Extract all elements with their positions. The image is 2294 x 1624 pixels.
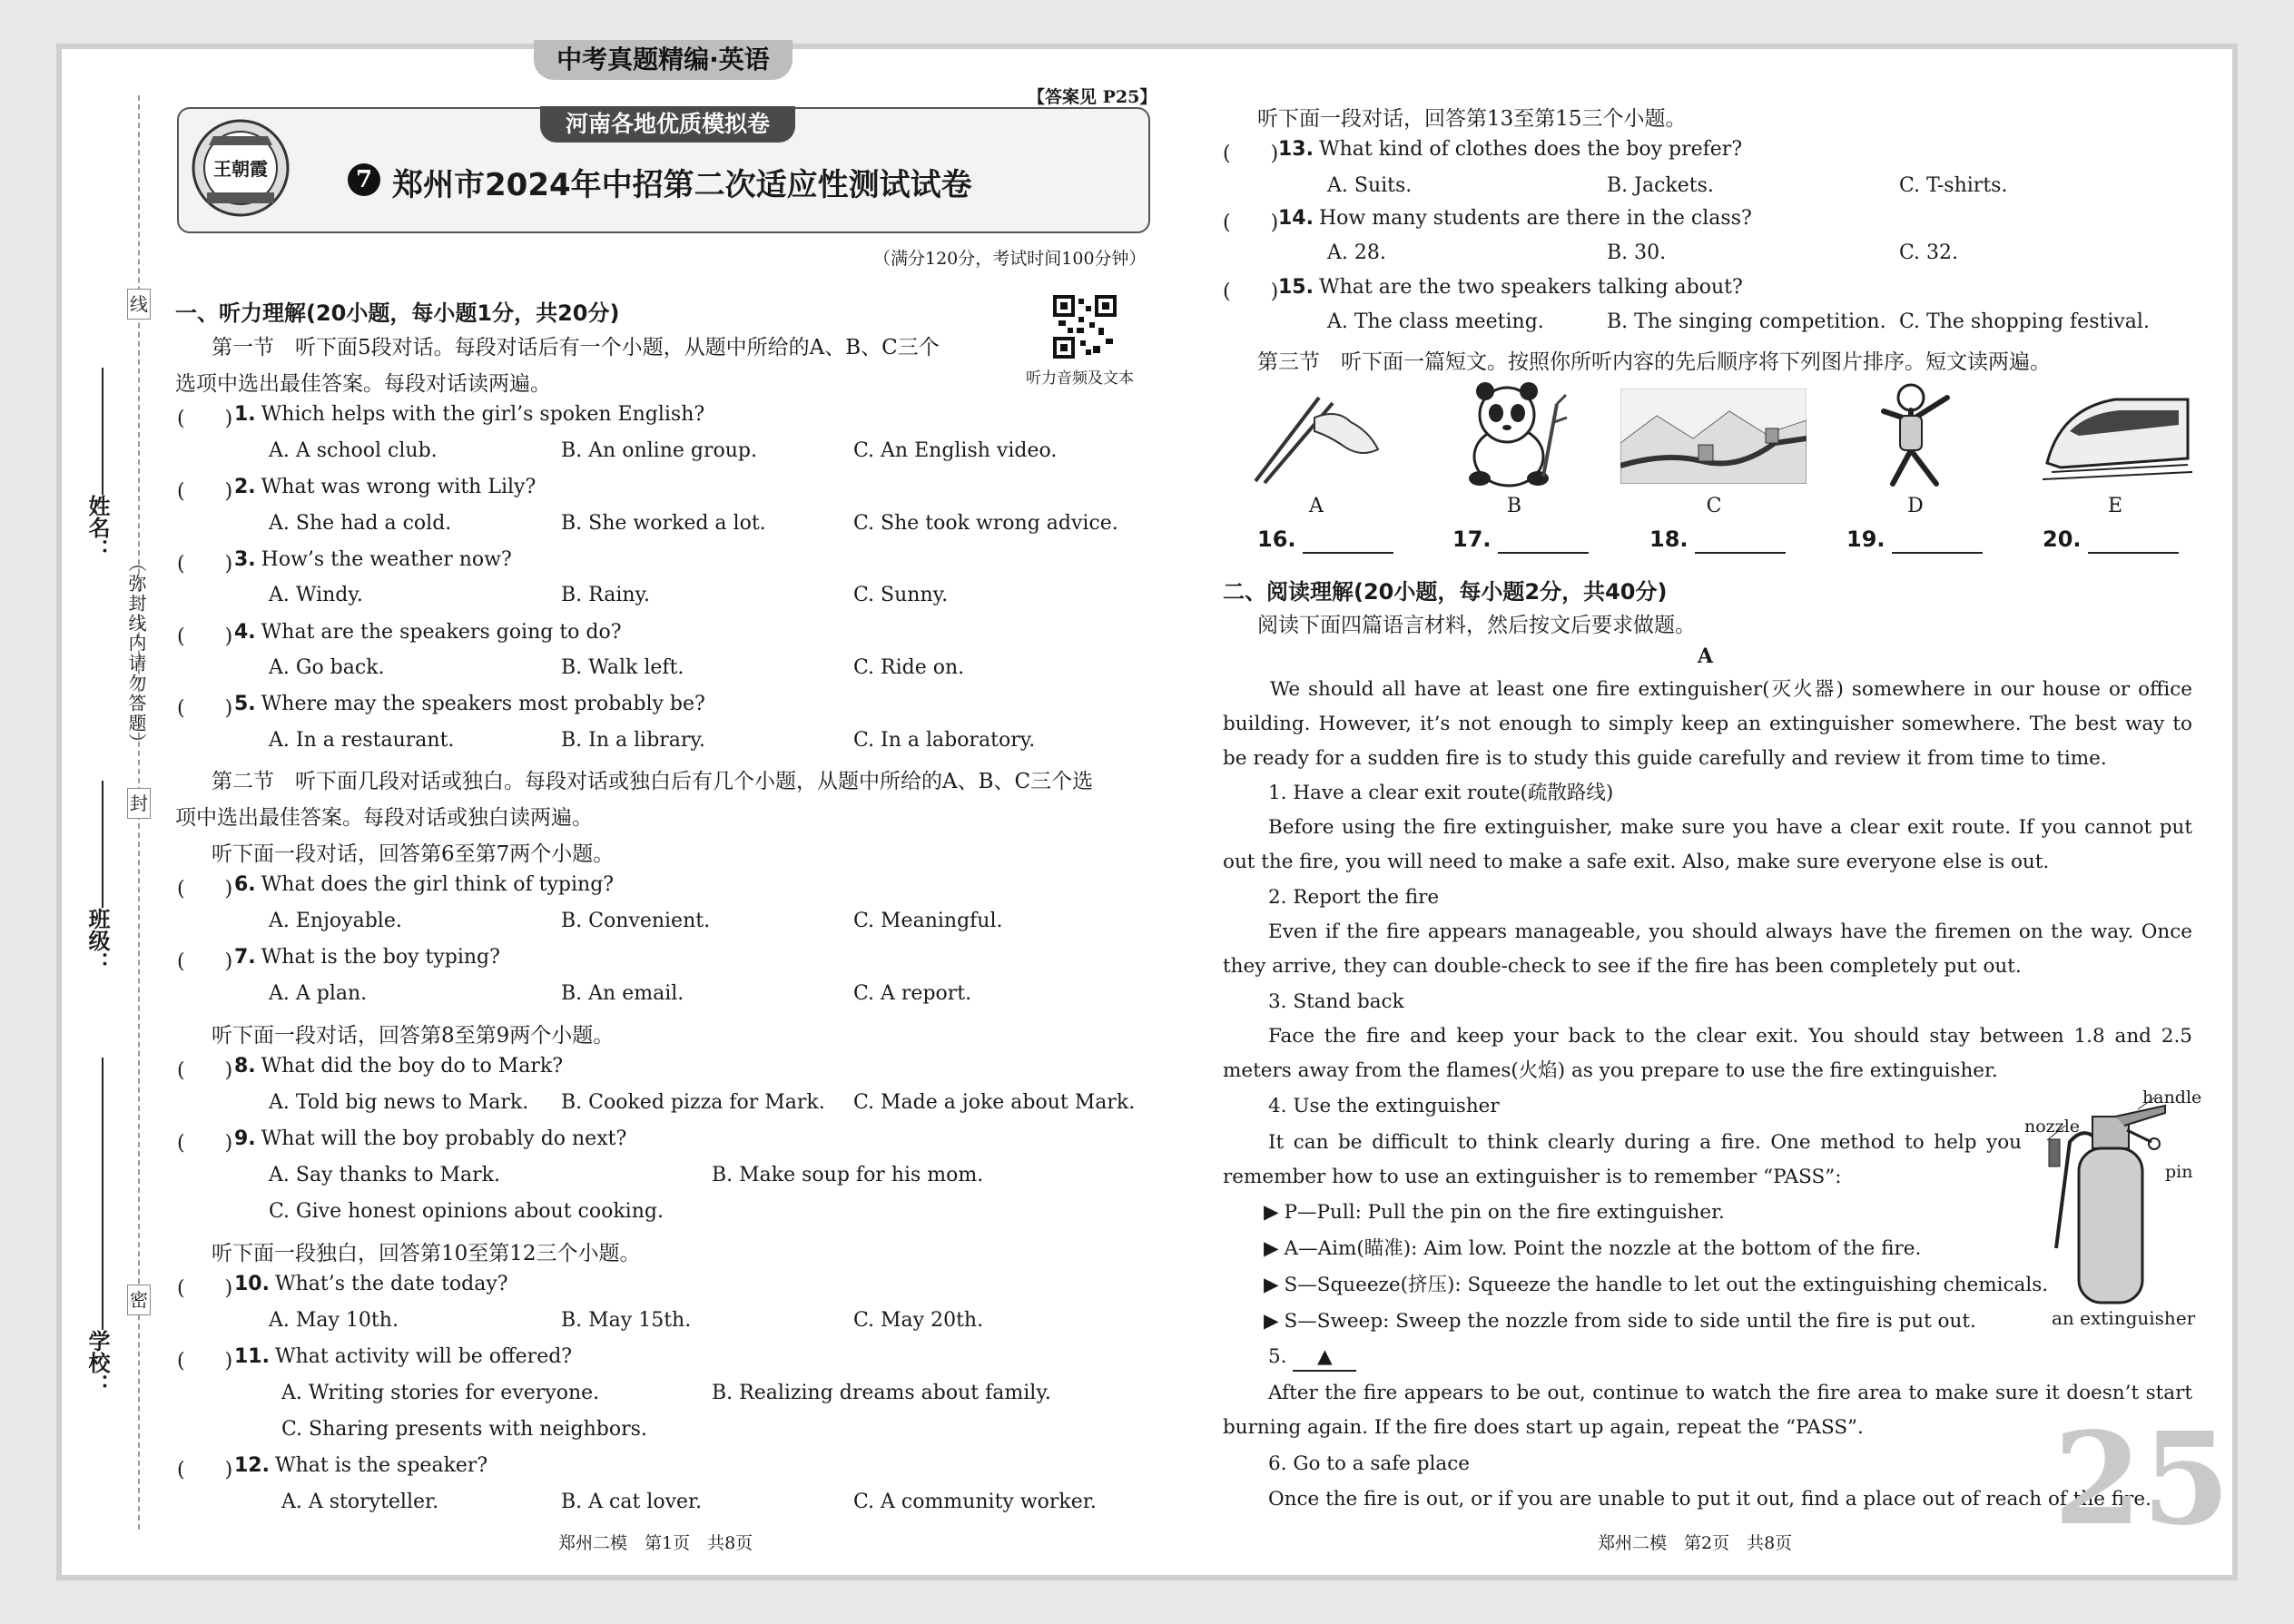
option-a[interactable]: A. Suits. (1327, 174, 1413, 197)
question-text: How’s the weather now? (261, 548, 512, 571)
option-b[interactable]: B. Cooked pizza for Mark. (561, 1091, 825, 1114)
question-text: What was wrong with Lily? (261, 476, 537, 498)
exam-meta: （满分120分，考试时间100分钟） (873, 249, 1147, 269)
picture-c (1620, 389, 1807, 484)
question-number: 15. (1278, 276, 1314, 299)
part2-intro: 第二节 听下面几段对话或独白。每段对话或独白后有几个小题，从题中所给的A、B、C三个选 (212, 770, 1094, 793)
passage-p3: Even if the fire appears manageable, you should always have the firemen on the way. Once they arrive, they can double-check to see if the fire has been completely put out. (1223, 920, 2192, 978)
label-handle: handle (2142, 1088, 2202, 1107)
heading-5-number: 5. (1268, 1345, 1294, 1368)
section2-intro: 阅读下面四篇语言材料，然后按文后要求做题。 (1257, 614, 1696, 637)
pass-step-text: P—Pull: Pull the pin on the fire extinguisher. (1284, 1201, 1725, 1224)
question-number: 14. (1278, 207, 1314, 230)
blank-number: 20. (2043, 527, 2082, 552)
option-c[interactable]: C. Made a joke about Mark. (853, 1091, 1136, 1114)
picture-label-c: C (1706, 495, 1722, 517)
option-b[interactable]: B. May 15th. (561, 1309, 692, 1332)
extinguisher-figure (2024, 1088, 2202, 1330)
passage-p2: Before using the fire extinguisher, make sure you have a clear exit route. If you cannot put out the fire, you will need to make a safe exit. Also, make sure everyone else is out. (1223, 816, 2192, 873)
exam-title: 郑州市2024年中招第二次适应性测试试卷 (392, 167, 972, 203)
great-wall-icon (1620, 389, 1807, 484)
question-number: 9. (234, 1127, 256, 1150)
question-9 (234, 1127, 626, 1150)
answer-paren[interactable]: ( ) (177, 625, 233, 648)
answer-blank[interactable] (1695, 552, 1786, 554)
seal-bind-mark: 密 (127, 1284, 151, 1315)
option-c[interactable]: C. The shopping festival. (1899, 310, 2150, 333)
option-a[interactable]: A. Writing stories for everyone. (281, 1382, 600, 1404)
pass-step (1264, 1304, 1976, 1339)
name-label: 姓名： (84, 495, 110, 560)
heading-3: 3. Stand back (1268, 990, 1404, 1013)
question-12 (234, 1454, 487, 1477)
option-b[interactable]: B. She worked a lot. (561, 512, 766, 535)
question-number: 4. (234, 621, 256, 644)
pass-step (1264, 1196, 1725, 1230)
question-text: What activity will be offered? (274, 1345, 573, 1368)
page-number: 25 (2053, 1405, 2230, 1554)
question-text: What will the boy probably do next? (261, 1127, 627, 1150)
question-number: 6. (234, 873, 256, 896)
option-a[interactable]: A. Enjoyable. (269, 910, 402, 932)
name-field[interactable] (102, 368, 103, 495)
passage-p5: It can be difficult to think clearly during a fire. One method to help you remember how to use an extinguisher is to remember “PASS”: (1223, 1131, 2022, 1188)
figure-caption: an extinguisher (2052, 1307, 2196, 1329)
question-text: What is the speaker? (274, 1454, 488, 1477)
option-c[interactable]: C. Sharing presents with neighbors. (281, 1418, 647, 1441)
footer-right: 郑州二模 第2页 共8页 (1598, 1533, 1793, 1553)
answer-paren[interactable]: ( ) (177, 1277, 233, 1300)
picture-d (1866, 379, 1965, 490)
passage-label: A (1698, 645, 1714, 668)
question-2 (234, 476, 536, 498)
question-number: 12. (234, 1454, 270, 1477)
class-label: 班级： (84, 908, 110, 973)
pass-step-text: A—Aim(瞄准): Aim low. Point the nozzle at the bottom of the fire. (1284, 1237, 1922, 1260)
question-number: 8. (234, 1055, 256, 1078)
answer-blank[interactable] (1892, 552, 1983, 554)
seal-seal-mark: 封 (127, 788, 151, 819)
answer-paren[interactable]: ( ) (177, 553, 233, 576)
question-number: 7. (234, 946, 256, 969)
question-8 (234, 1055, 563, 1078)
answer-blank[interactable] (1498, 552, 1589, 554)
label-pin: pin (2165, 1162, 2193, 1182)
option-b[interactable]: B. Jackets. (1607, 174, 1714, 197)
seal-line-mark: 线 (127, 289, 151, 320)
option-b[interactable]: B. An email. (561, 982, 684, 1005)
option-a[interactable]: A. Say thanks to Mark. (269, 1164, 500, 1186)
option-c[interactable]: C. 32. (1899, 241, 1959, 264)
answer-paren[interactable]: ( ) (1223, 281, 1279, 303)
question-number: 13. (1278, 138, 1314, 161)
triangle-bullet-icon: ▶ (1264, 1310, 1279, 1333)
picture-e (2043, 381, 2192, 483)
question-number: 11. (234, 1345, 270, 1368)
picture-label-a: A (1309, 495, 1324, 517)
question-10 (234, 1273, 508, 1295)
question-text: What’s the date today? (274, 1273, 508, 1295)
option-c[interactable]: C. T-shirts. (1899, 174, 2008, 197)
dialog-8-9-intro: 听下面一段对话，回答第8至第9两个小题。 (212, 1024, 615, 1048)
pass-step (1264, 1232, 1921, 1266)
answer-paren[interactable]: ( ) (177, 878, 233, 901)
question-11 (234, 1345, 572, 1368)
question-number: 1. (234, 403, 256, 426)
question-text: Where may the speakers most probably be? (261, 693, 705, 715)
option-c[interactable]: C. Give honest opinions about cooking. (269, 1200, 664, 1223)
logo-text: 王朝霞 (213, 158, 268, 180)
answer-blank-5[interactable] (1293, 1344, 1356, 1372)
footer-left: 郑州二模 第1页 共8页 (558, 1533, 753, 1553)
header-tab: 中考真题精编·英语 (534, 40, 793, 80)
option-a[interactable]: A. The class meeting. (1327, 310, 1544, 333)
answer-paren[interactable]: ( ) (177, 1132, 233, 1155)
banner-label: 河南各地优质模拟卷 (540, 106, 795, 143)
picture-b (1452, 377, 1570, 490)
option-a[interactable]: A. A storyteller. (281, 1491, 439, 1513)
option-c[interactable]: C. May 20th. (853, 1309, 984, 1332)
question-text: What kind of clothes does the boy prefer? (1318, 138, 1743, 161)
pass-step (1264, 1268, 2048, 1303)
picture-label-e: E (2107, 495, 2123, 517)
question-4 (234, 621, 622, 644)
question-number: 2. (234, 476, 256, 498)
binding-notice: （弥封线内请勿答题） (125, 554, 147, 753)
question-5 (234, 693, 705, 715)
heading-1: 1. Have a clear exit route(疏散路线) (1268, 782, 1614, 804)
option-b[interactable]: B. Convenient. (561, 910, 711, 932)
exam-number-badge: 7 (348, 163, 380, 196)
option-b[interactable]: B. Walk left. (561, 656, 684, 679)
option-b[interactable]: B. 30. (1607, 241, 1667, 264)
question-number: 3. (234, 548, 256, 571)
blank-number: 16. (1257, 527, 1296, 552)
part1-intro: 第一节 听下面5段对话。每段对话后有一个小题，从题中所给的A、B、C三个 (212, 336, 940, 359)
part3-intro: 第三节 听下面一篇短文。按照你所听内容的先后顺序将下列图片排序。短文读两遍。 (1257, 350, 2051, 374)
triangle-bullet-icon: ▶ (1264, 1274, 1279, 1296)
heading-4: 4. Use the extinguisher (1268, 1095, 1500, 1117)
answer-ref: 【答案见 P25】 (1028, 87, 1157, 107)
question-text: What does the girl think of typing? (261, 873, 615, 896)
option-c[interactable]: C. A community worker. (853, 1491, 1097, 1513)
option-c[interactable]: C. Ride on. (853, 656, 965, 679)
question-text: What are the two speakers talking about? (1318, 276, 1743, 299)
pass-step-text: S—Sweep: Sweep the nozzle from side to side until the fire is put out. (1284, 1310, 1976, 1333)
part2-intro-cont: 项中选出最佳答案。每段对话或独白读两遍。 (175, 806, 593, 830)
option-c[interactable]: C. An English video. (853, 439, 1058, 462)
question-7 (234, 946, 500, 969)
option-a[interactable]: A. 28. (1327, 241, 1386, 264)
qr-code-icon (1053, 295, 1117, 359)
option-a[interactable]: A. She had a cold. (269, 512, 452, 535)
triangle-marker-icon: ▲ (1317, 1345, 1333, 1368)
option-a[interactable]: A. In a restaurant. (269, 729, 455, 752)
option-b[interactable]: B. In a library. (561, 729, 705, 752)
question-text: What are the speakers going to do? (261, 621, 622, 644)
answer-paren[interactable]: ( ) (177, 697, 233, 720)
option-c[interactable]: C. In a laboratory. (853, 729, 1036, 752)
picture-label-d: D (1907, 495, 1924, 517)
question-15 (1278, 276, 1743, 299)
dialog-6-7-intro: 听下面一段对话，回答第6至第7两个小题。 (212, 842, 615, 866)
option-b[interactable]: B. An online group. (561, 439, 757, 462)
heading-6: 6. Go to a safe place (1268, 1452, 1470, 1475)
heading-2: 2. Report the fire (1268, 886, 1440, 909)
option-a[interactable]: A. Go back. (269, 656, 385, 679)
option-c[interactable]: C. Sunny. (853, 584, 949, 606)
question-1 (234, 403, 704, 426)
logo-seal (191, 118, 290, 218)
school-label: 学校： (84, 1330, 110, 1395)
option-a[interactable]: A. Told big news to Mark. (269, 1091, 529, 1114)
question-text: How many students are there in the class? (1318, 207, 1752, 230)
answer-paren[interactable]: ( ) (177, 1059, 233, 1082)
answer-paren[interactable]: ( ) (1223, 143, 1279, 165)
blank-number: 19. (1846, 527, 1885, 552)
question-13 (1278, 138, 1742, 161)
picture-a (1251, 381, 1387, 490)
option-c[interactable]: C. Meaningful. (853, 910, 1003, 932)
label-nozzle: nozzle (2024, 1117, 2081, 1137)
answer-paren[interactable]: ( ) (177, 1350, 233, 1373)
qr-caption: 听力音频及文本 (1026, 369, 1134, 388)
answer-paren[interactable]: ( ) (1223, 212, 1279, 234)
option-b[interactable]: B. Make soup for his mom. (712, 1164, 984, 1186)
triangle-bullet-icon: ▶ (1264, 1201, 1279, 1224)
section1-heading: 一、听力理解(20小题，每小题1分，共20分) (175, 300, 620, 326)
passage-p6: After the fire appears to be out, continue to watch the fire area to make sure it doesn’t start burning again. If the fire does start up again, repeat the “PASS”. (1223, 1382, 2192, 1439)
option-a[interactable]: A. May 10th. (269, 1309, 399, 1332)
option-b[interactable]: B. A cat lover. (561, 1491, 703, 1513)
heading-5 (1268, 1340, 1356, 1374)
option-a[interactable]: A. A plan. (269, 982, 368, 1005)
school-field[interactable] (102, 1058, 103, 1330)
question-number: 10. (234, 1273, 270, 1295)
option-c[interactable]: C. A report. (853, 982, 972, 1005)
picture-label-b: B (1506, 495, 1522, 517)
option-a[interactable]: A. Windy. (269, 584, 363, 606)
question-number: 5. (234, 693, 256, 715)
question-text: What did the boy do to Mark? (261, 1055, 564, 1078)
answer-paren[interactable]: ( ) (177, 408, 233, 430)
answer-paren[interactable]: ( ) (177, 480, 233, 503)
answer-blank[interactable] (2088, 552, 2179, 554)
passage-p4: Face the fire and keep your back to the clear exit. You should stay between 1.8 and 2.5 meters away from the flames(火焰) as you prepare to use the fire extinguisher. (1223, 1025, 2192, 1082)
answer-paren[interactable]: ( ) (177, 950, 233, 973)
blank-number: 18. (1649, 527, 1689, 552)
question-3 (234, 548, 512, 571)
question-text: Which helps with the girl’s spoken English? (261, 403, 705, 426)
option-b[interactable]: B. The singing competition. (1607, 310, 1886, 333)
option-a[interactable]: A. A school club. (269, 439, 438, 462)
question-text: What is the boy typing? (261, 946, 500, 969)
option-b[interactable]: B. Realizing dreams about family. (712, 1382, 1051, 1404)
triangle-bullet-icon: ▶ (1264, 1237, 1279, 1260)
section2-heading: 二、阅读理解(20小题，每小题2分，共40分) (1223, 579, 1668, 605)
panda-icon (1452, 377, 1570, 490)
qr-code[interactable] (1053, 295, 1117, 359)
passage-p1: We should all have at least one fire extinguisher(灭火器) somewhere in our house or office building. However, it’s not enough to simply keep an extinguisher somewhere. The best way to be ready for a sudden fire is to study this guide carefully and review it from time to time. (1223, 678, 2192, 770)
high-speed-train-icon (2043, 381, 2192, 483)
pass-step-text: S—Squeeze(挤压): Squeeze the handle to let out the extinguishing chemicals. (1284, 1274, 2049, 1296)
question-6 (234, 873, 614, 896)
part1-intro-cont: 选项中选出最佳答案。每段对话读两遍。 (175, 372, 551, 396)
kungfu-boy-icon (1866, 379, 1965, 490)
option-b[interactable]: B. Rainy. (561, 584, 651, 606)
question-14 (1278, 207, 1752, 230)
class-field[interactable] (102, 781, 103, 908)
blank-number: 17. (1452, 527, 1492, 552)
passage-p7: Once the fire is out, or if you are unable to put it out, find a place out of reach of the fire. (1268, 1488, 2151, 1511)
mono-10-12-intro: 听下面一段独白，回答第10至第12三个小题。 (212, 1242, 641, 1265)
chopsticks-icon (1251, 381, 1387, 490)
answer-paren[interactable]: ( ) (177, 1459, 233, 1481)
answer-blank[interactable] (1303, 552, 1393, 554)
option-c[interactable]: C. She took wrong advice. (853, 512, 1118, 535)
dialog-13-15-intro: 听下面一段对话，回答第13至第15三个小题。 (1257, 107, 1687, 131)
